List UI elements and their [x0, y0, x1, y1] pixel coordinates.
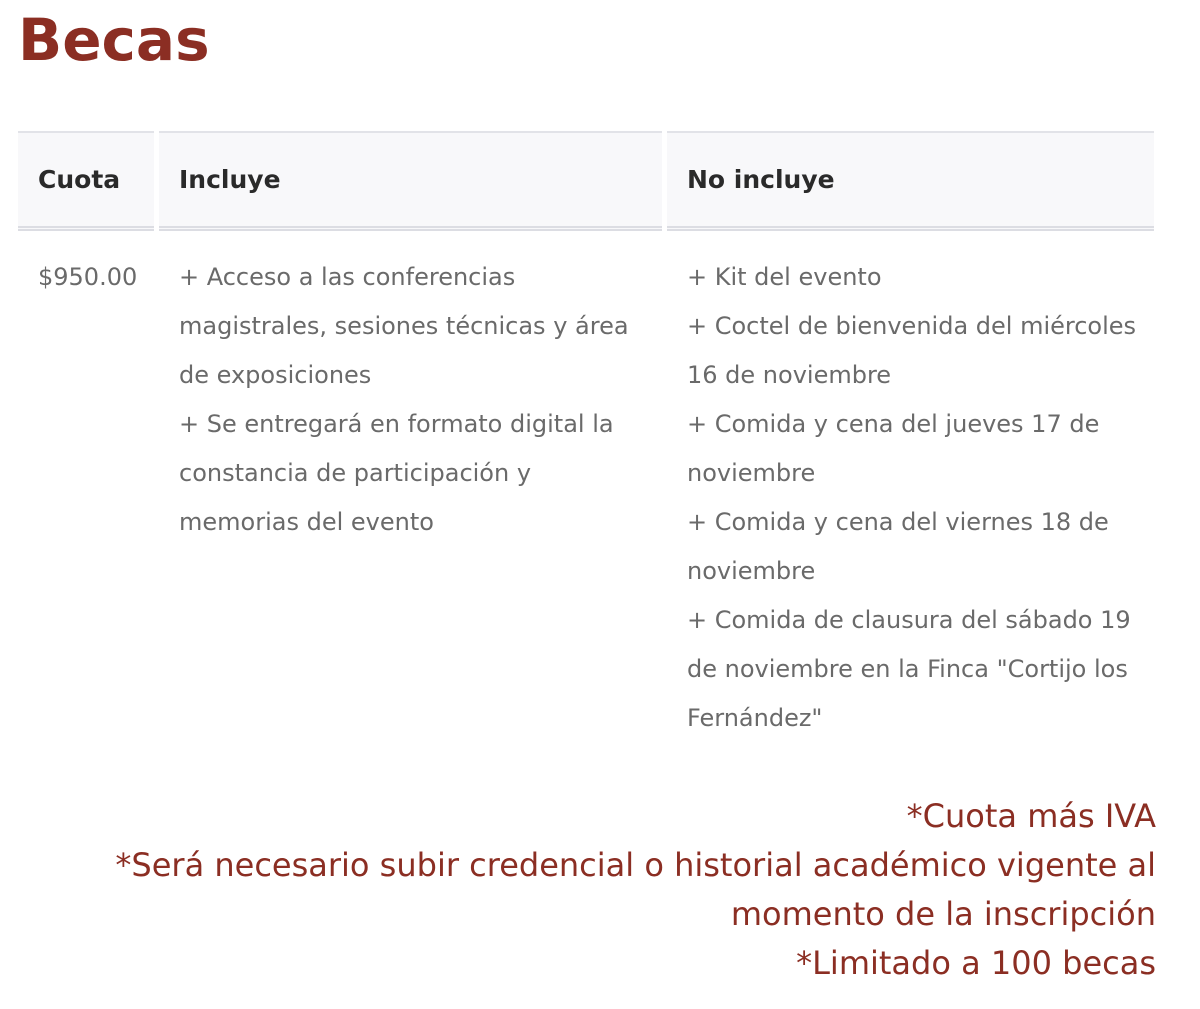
table-row: [18, 231, 1154, 751]
footnote-credential: *Será necesario subir credencial o historial académico vigente al momento de la inscripción: [115, 846, 1156, 933]
header-incluye: Incluye: [159, 131, 662, 231]
table-header-row: [18, 131, 1154, 231]
includes-item: + Se entregará en formato digital la constancia de participación y memorias del evento: [179, 410, 614, 536]
excludes-item: + Comida y cena del viernes 18 de noviembre: [687, 508, 1109, 585]
excludes-item: + Comida de clausura del sábado 19 de noviembre en la Finca "Cortijo los Fernández": [687, 606, 1131, 732]
excludes-item: + Kit del evento: [687, 263, 882, 291]
excludes-item: + Comida y cena del jueves 17 de noviembre: [687, 410, 1100, 487]
excludes-cell: [667, 253, 1154, 743]
footnotes: [36, 792, 1156, 988]
excludes-item: + Coctel de bienvenida del miércoles 16 de noviembre: [687, 312, 1137, 389]
page-title: Becas: [18, 6, 210, 74]
price-cell: $950.00: [38, 263, 138, 291]
includes-item: + Acceso a las conferencias magistrales, sesiones técnicas y área de exposiciones: [179, 263, 629, 389]
footnote-limit: *Limitado a 100 becas: [796, 944, 1156, 982]
pricing-table: [18, 131, 1154, 751]
includes-cell: [159, 253, 662, 547]
header-no-incluye: No incluye: [667, 131, 1154, 231]
header-cuota: Cuota: [18, 131, 154, 231]
footnote-iva: *Cuota más IVA: [906, 797, 1156, 835]
